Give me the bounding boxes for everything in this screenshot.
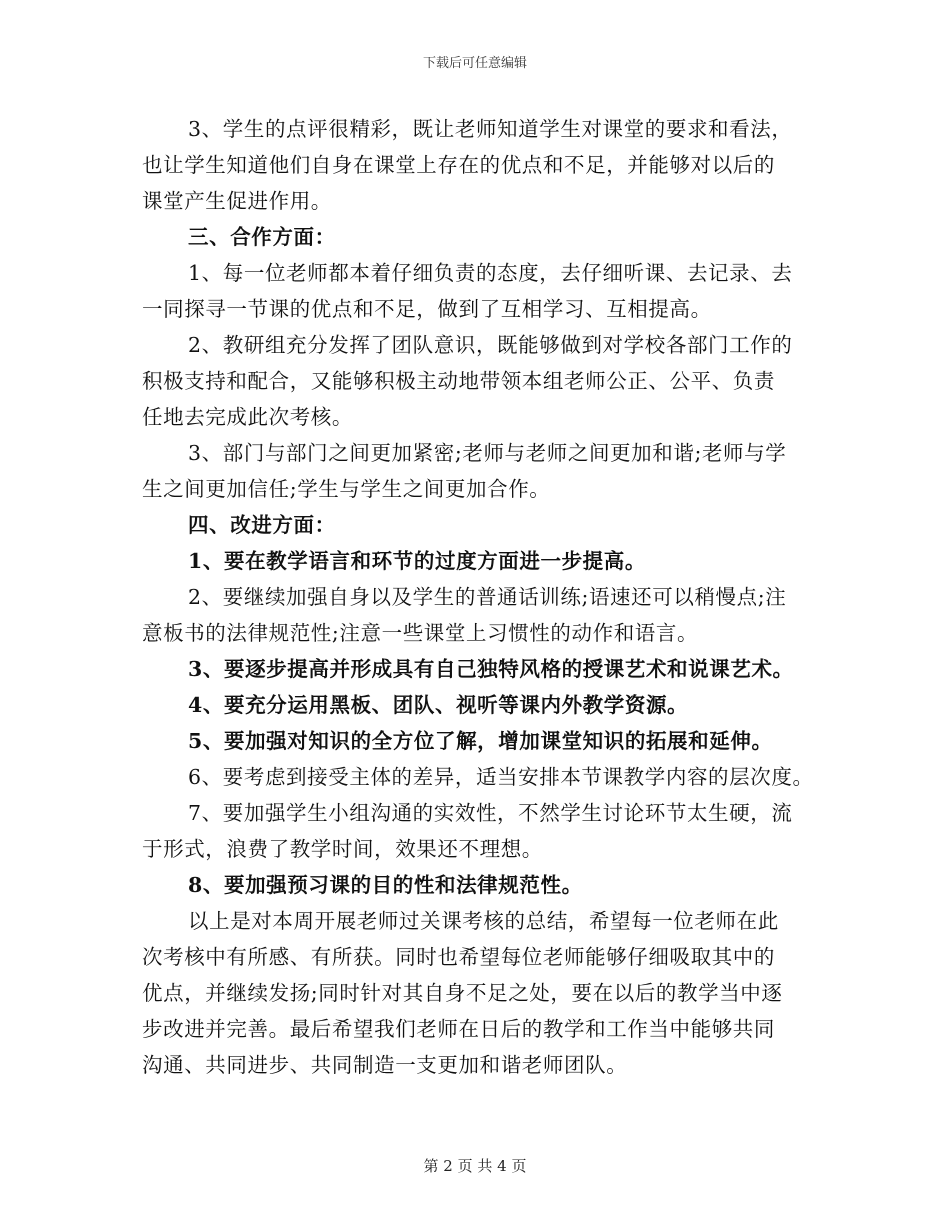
document-body [142, 111, 822, 1083]
text-line: 课堂产生促进作用。 [142, 189, 332, 213]
text-line: 以上是对本周开展老师过关课考核的总结，希望每一位老师在此 [188, 909, 779, 933]
text-line: 也让学生知道他们自身在课堂上存在的优点和不足，并能够对以后的 [142, 153, 775, 177]
text-line: 沟通、共同进步、共同制造一支更加和谐老师团队。 [142, 1053, 628, 1077]
heading-line: 三、合作方面： [188, 225, 336, 249]
text-line: 积极支持和配合，又能够积极主动地带领本组老师公正、公平、负责 [142, 369, 775, 393]
text-line: 2、教研组充分发挥了团队意识，既能够做到对学校各部门工作的 [188, 333, 793, 357]
page-footer: 第 2 页 共 4 页 [423, 1157, 527, 1175]
text-line: 生之间更加信任;学生与学生之间更加合作。 [142, 477, 551, 501]
text-line: 步改进并完善。最后希望我们老师在日后的教学和工作当中能够共同 [142, 1017, 775, 1041]
text-line: 一同探寻一节课的优点和不足，做到了互相学习、互相提高。 [142, 297, 712, 321]
heading-line: 1、要在教学语言和环节的过度方面进一步提高。 [188, 549, 646, 573]
text-line: 7、要加强学生小组沟通的实效性，不然学生讨论环节太生硬，流 [188, 801, 793, 825]
text-line: 3、学生的点评很精彩，既让老师知道学生对课堂的要求和看法， [188, 117, 793, 141]
text-line: 1、每一位老师都本着仔细负责的态度，去仔细听课、去记录、去 [188, 261, 793, 285]
text-line: 6、要考虑到接受主体的差异，适当安排本节课教学内容的层次度。 [188, 765, 814, 789]
text-line: 2、要继续加强自身以及学生的普通话训练;语速还可以稍慢点;注 [188, 585, 787, 609]
text-line: 于形式，浪费了教学时间，效果还不理想。 [142, 837, 543, 861]
text-line: 优点，并继续发扬;同时针对其自身不足之处，要在以后的教学当中逐 [142, 981, 783, 1005]
text-line: 次考核中有所感、有所获。同时也希望每位老师能够仔细吸取其中的 [142, 945, 775, 969]
heading-line: 5、要加强对知识的全方位了解，增加课堂知识的拓展和延伸。 [188, 729, 773, 753]
heading-line: 3、要逐步提高并形成具有自己独特风格的授课艺术和说课艺术。 [188, 657, 794, 681]
heading-line: 4、要充分运用黑板、团队、视听等课内外教学资源。 [188, 693, 689, 717]
text-line: 意板书的法律规范性;注意一些课堂上习惯性的动作和语言。 [142, 621, 699, 645]
page-header: 下载后可任意编辑 [422, 56, 527, 71]
heading-line: 四、改进方面： [188, 513, 336, 537]
heading-line: 8、要加强预习课的目的性和法律规范性。 [188, 873, 583, 897]
text-line: 任地去完成此次考核。 [142, 405, 353, 429]
text-line: 3、部门与部门之间更加紧密;老师与老师之间更加和谐;老师与学 [188, 441, 787, 465]
